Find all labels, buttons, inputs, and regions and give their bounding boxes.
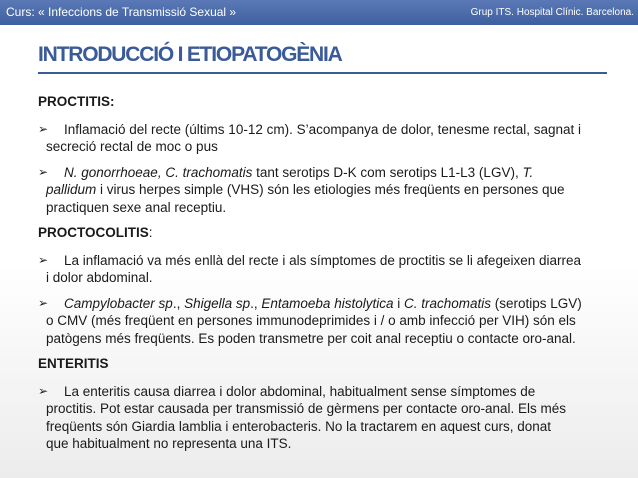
title-divider	[38, 72, 607, 74]
text-segment: i	[393, 295, 404, 311]
text-line: practiquen sexe anal receptiu.	[46, 199, 227, 215]
text-line: o CMV (més freqüent en persones immunodeprimides i / o amb infecció per VIH) són els	[46, 313, 576, 328]
heading-text: PROCTOCOLITIS	[38, 225, 149, 240]
enteritis-heading: ENTERITIS	[38, 356, 109, 371]
slide-title: INTRODUCCIÓ I ETIOPATOGÈNIA	[38, 43, 342, 66]
list-item	[38, 295, 610, 348]
list-item	[38, 383, 610, 453]
proctitis-heading: PROCTITIS:	[38, 94, 115, 109]
text-line: Inflamació del recte (últims 10-12 cm). S’acompanya de dolor, tenesme rectal, sagnat i	[64, 121, 581, 137]
text-segment: tant serotips D-K com serotips L1-L3 (LGV),	[252, 164, 523, 180]
list-item	[38, 164, 610, 217]
text-line: La enteritis causa diarrea i dolor abdominal, habitualment sense símptomes de	[64, 383, 536, 399]
arrow-bullet-icon: ➢	[38, 121, 49, 136]
text-segment: i virus herpes simple (VHS) són les etiologies més freqüents en persones que	[96, 182, 565, 197]
text-line: i dolor abdominal.	[46, 270, 153, 285]
arrow-bullet-icon: ➢	[38, 164, 49, 179]
text-segment: (serotips LGV)	[491, 295, 582, 311]
arrow-bullet-icon: ➢	[38, 295, 49, 310]
text-line	[46, 181, 610, 199]
text-segment: .,	[172, 295, 185, 311]
pathogen-name: pallidum	[46, 182, 97, 197]
pathogen-name: Entamoeba histolytica	[261, 295, 394, 311]
pathogen-name: Shigella sp	[184, 295, 251, 311]
list-item	[38, 121, 610, 156]
slide-content	[38, 93, 610, 461]
text-line: secreció rectal de moc o pus	[46, 139, 218, 154]
heading-colon: :	[148, 225, 153, 240]
header-bar	[0, 0, 638, 25]
text-line	[64, 164, 610, 182]
proctocolitis-heading	[38, 224, 610, 242]
text-line: freqüents són Giardia lamblia i enterobacteris. No la tractarem en aquest curs, donat	[46, 418, 552, 434]
text-line: proctitis. Pot estar causada per transmissió de gèrmens per contacte oro-anal. Els més	[46, 401, 566, 416]
pathogen-name: N. gonorrhoeae, C. trachomatis	[64, 164, 253, 180]
text-segment: .,	[250, 295, 262, 311]
pathogen-name: C. trachomatis	[403, 295, 492, 311]
arrow-bullet-icon: ➢	[38, 383, 49, 398]
text-line	[64, 295, 610, 313]
arrow-bullet-icon: ➢	[38, 252, 49, 267]
text-line: patògens més freqüents. Es poden transmetre per coit anal receptiu o contacte oro-anal.	[46, 330, 576, 346]
text-line: que habitualment no representa una ITS.	[46, 436, 292, 451]
text-line: La inflamació va més enllà del recte i als símptomes de proctitis se li afegeixen diarrea	[64, 252, 581, 268]
pathogen-name: T.	[522, 164, 534, 180]
course-title: Curs: « Infeccions de Transmissió Sexual »	[6, 5, 237, 19]
organization-name: Grup ITS. Hospital Clínic. Barcelona.	[470, 7, 634, 18]
list-item	[38, 252, 610, 287]
pathogen-name: Campylobacter sp	[64, 295, 173, 311]
